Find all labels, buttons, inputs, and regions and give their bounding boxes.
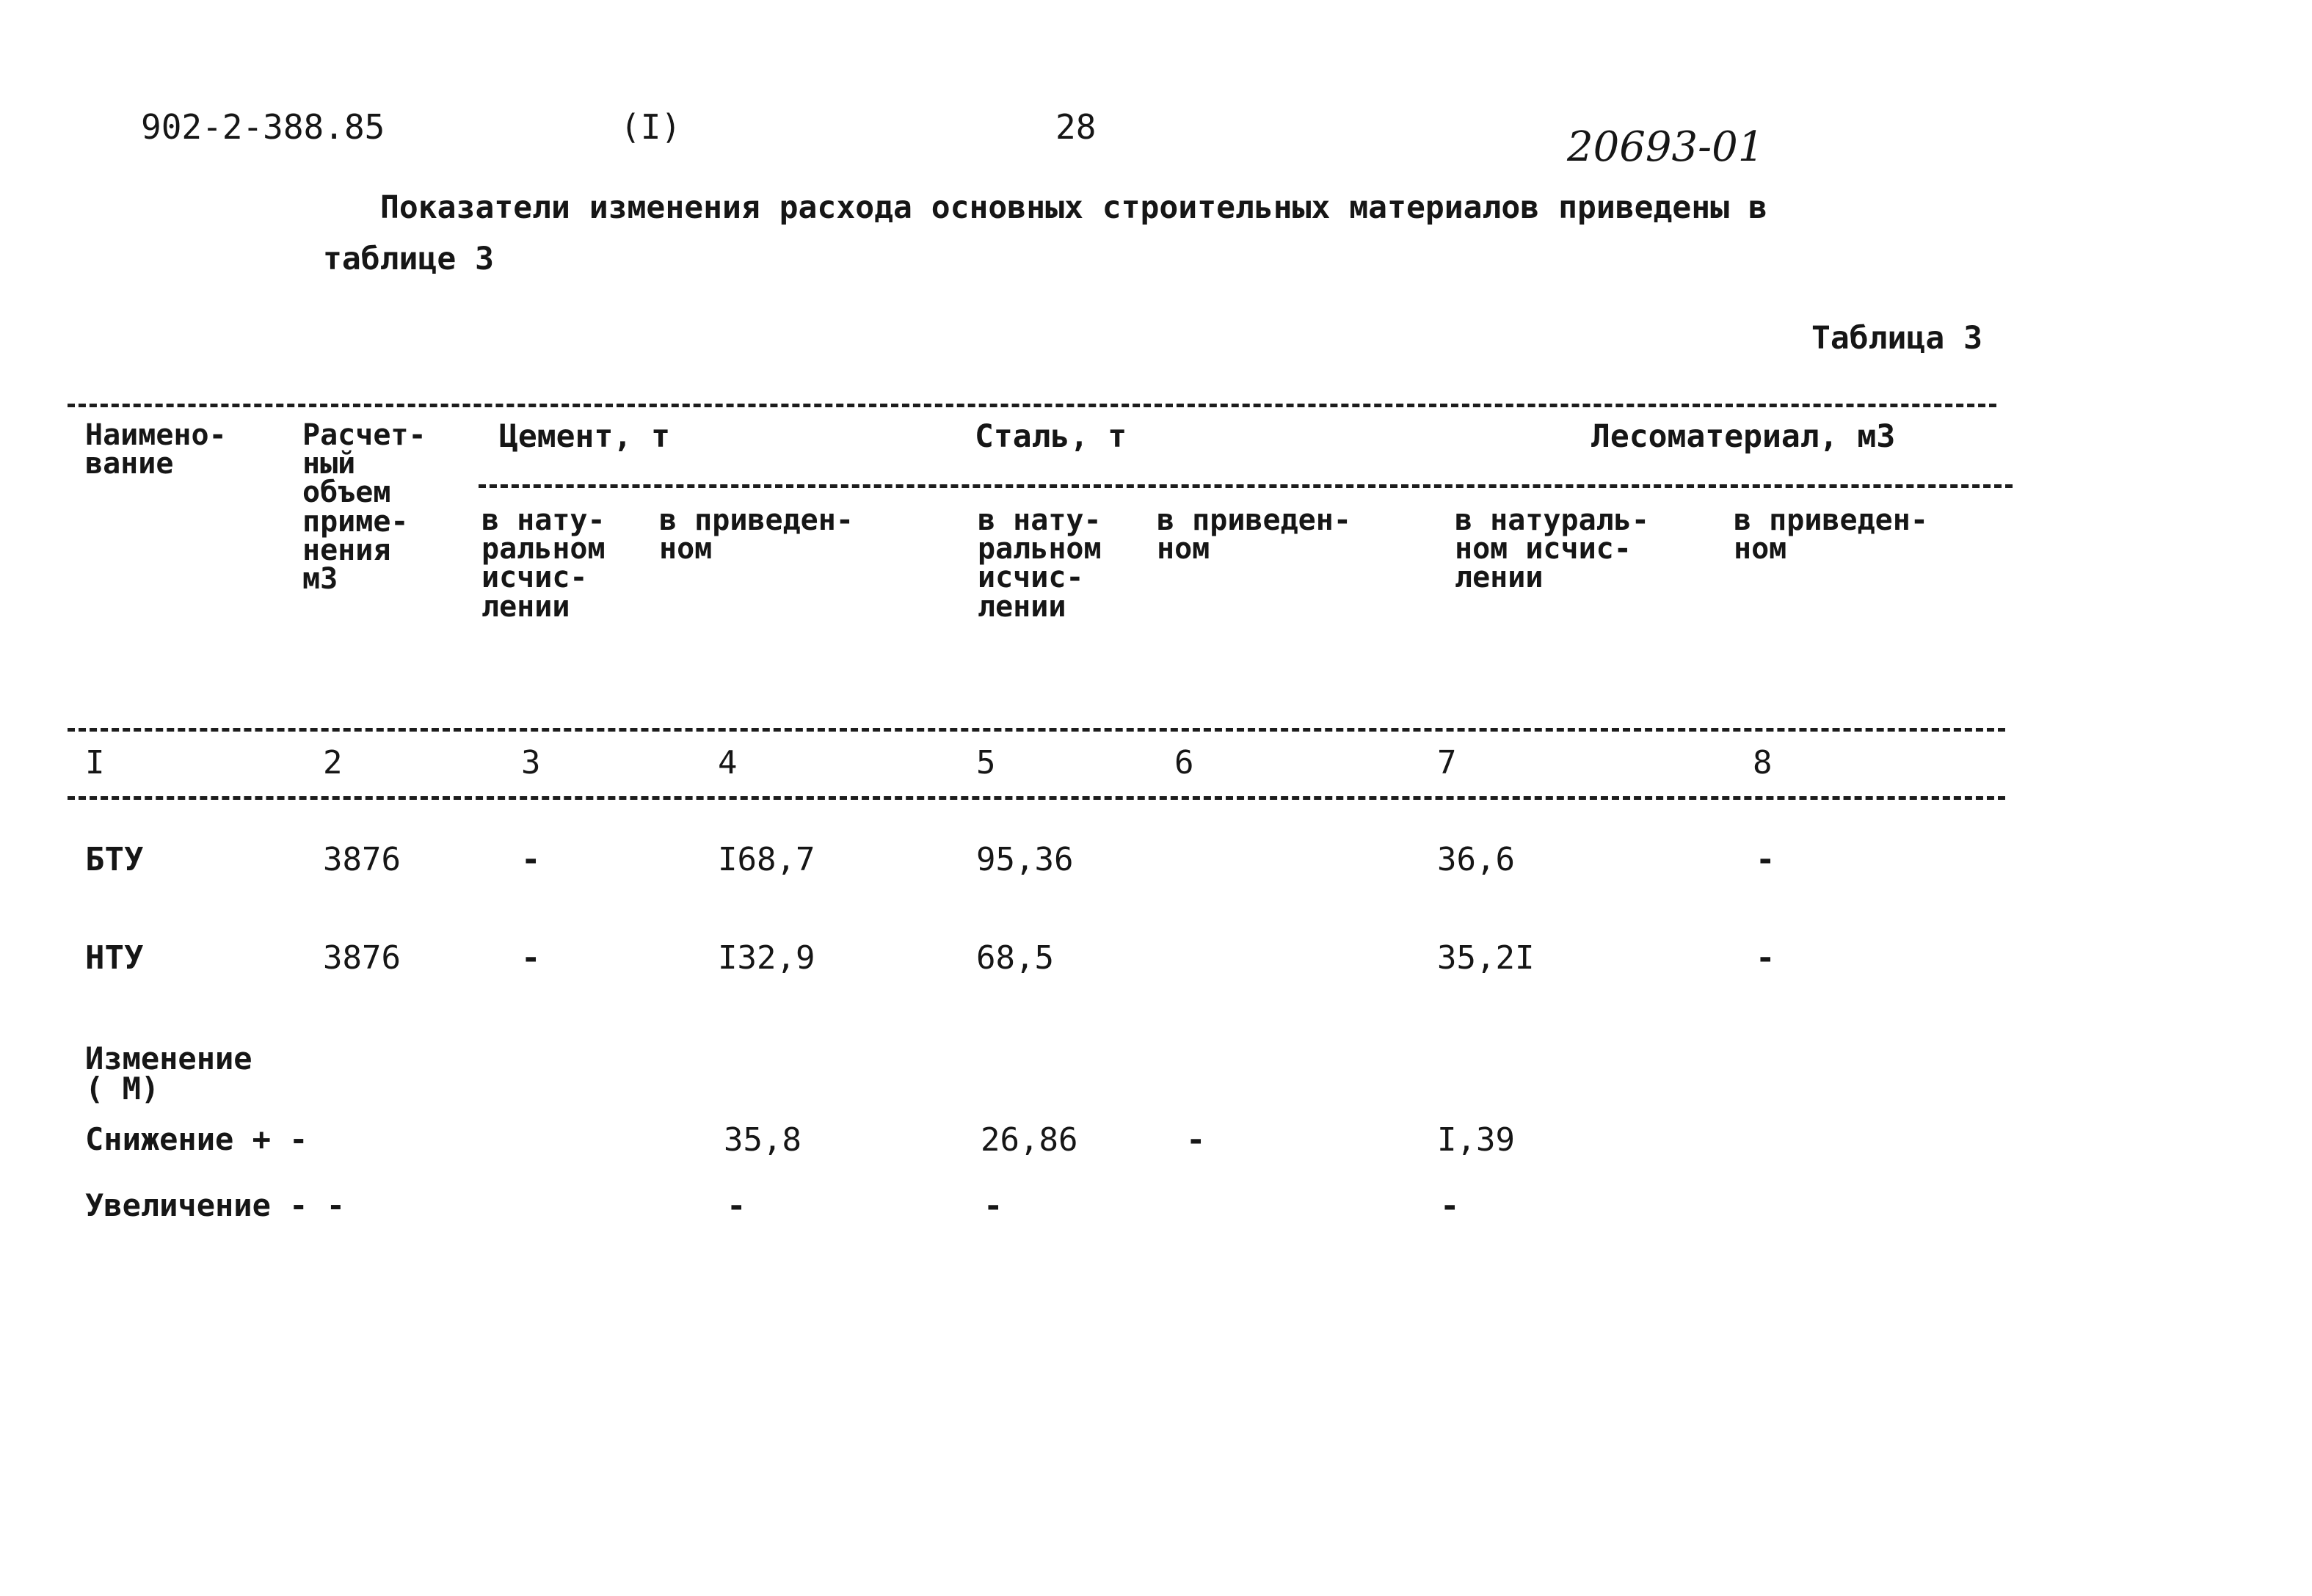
row-timber-natural: 36,6 [1437, 841, 1515, 878]
decrease-label: Снижение + - [85, 1121, 308, 1157]
header-steel-natural: в нату- ральном исчис- лении [978, 503, 1102, 624]
table-top-rule [68, 404, 1996, 407]
increase-timber: - [1440, 1187, 1460, 1225]
header-steel: Сталь, т [975, 418, 1127, 455]
doc-number: 902-2-388.85 [141, 107, 385, 147]
row-volume: 3876 [323, 939, 401, 977]
header-bottom-rule [68, 728, 2005, 732]
row-cement-reduced: I68,7 [718, 841, 815, 878]
increase-cement: - [727, 1187, 746, 1225]
volume-number: (I) [620, 107, 682, 147]
row-name: БТУ [85, 841, 144, 878]
column-number-6: 6 [1174, 744, 1194, 781]
decrease-steel: 26,86 [981, 1121, 1078, 1159]
decrease-cement: 35,8 [724, 1121, 801, 1159]
row-timber-natural: 35,2I [1437, 939, 1535, 977]
row-steel-natural: 95,36 [976, 841, 1074, 878]
column-number-1: I [85, 744, 105, 781]
header-volume: Расчет- ный объем приме- нения м3 [302, 418, 426, 596]
header-sub-rule [479, 484, 2013, 488]
row-cement-natural: - [521, 939, 541, 977]
row-name: НТУ [85, 939, 144, 977]
row-steel-natural: 68,5 [976, 939, 1054, 977]
page-number: 28 [1055, 107, 1097, 147]
archive-code: 20693-01 [1567, 123, 1764, 171]
column-number-7: 7 [1437, 744, 1457, 781]
header-name: Наимено- вание [85, 418, 227, 481]
row-cement-natural: - [521, 841, 541, 878]
increase-label: Увеличение - - [85, 1187, 346, 1223]
column-number-2: 2 [323, 744, 343, 781]
header-steel-reduced: в приведен- ном [1157, 503, 1351, 566]
increase-steel: - [984, 1187, 1003, 1225]
header-timber: Лесоматериал, м3 [1591, 418, 1896, 455]
row-timber-reduced: - [1756, 939, 1775, 977]
column-number-5: 5 [976, 744, 996, 781]
header-timber-natural: в натураль- ном исчис- лении [1455, 503, 1649, 595]
intro-line-2: таблице 3 [323, 241, 494, 277]
table-caption: Таблица 3 [1811, 320, 1982, 357]
header-cement-natural: в нату- ральном исчис- лении [481, 503, 606, 624]
intro-line-1: Показатели изменения расхода основных строительных материалов приведены в [380, 189, 1767, 226]
header-cement-reduced: в приведен- ном [659, 503, 854, 566]
row-timber-reduced: - [1756, 841, 1775, 878]
column-number-3: 3 [521, 744, 541, 781]
column-number-8: 8 [1753, 744, 1773, 781]
row-volume: 3876 [323, 841, 401, 878]
decrease-timber: I,39 [1437, 1121, 1515, 1159]
header-timber-reduced: в приведен- ном [1734, 503, 1928, 566]
row-cement-reduced: I32,9 [718, 939, 815, 977]
change-label: Изменение ( М) [85, 1041, 252, 1107]
decrease-steel-reduced: - [1186, 1121, 1206, 1159]
column-numbers-rule [68, 796, 2005, 800]
header-cement: Цемент, т [499, 418, 670, 455]
column-number-4: 4 [718, 744, 738, 781]
